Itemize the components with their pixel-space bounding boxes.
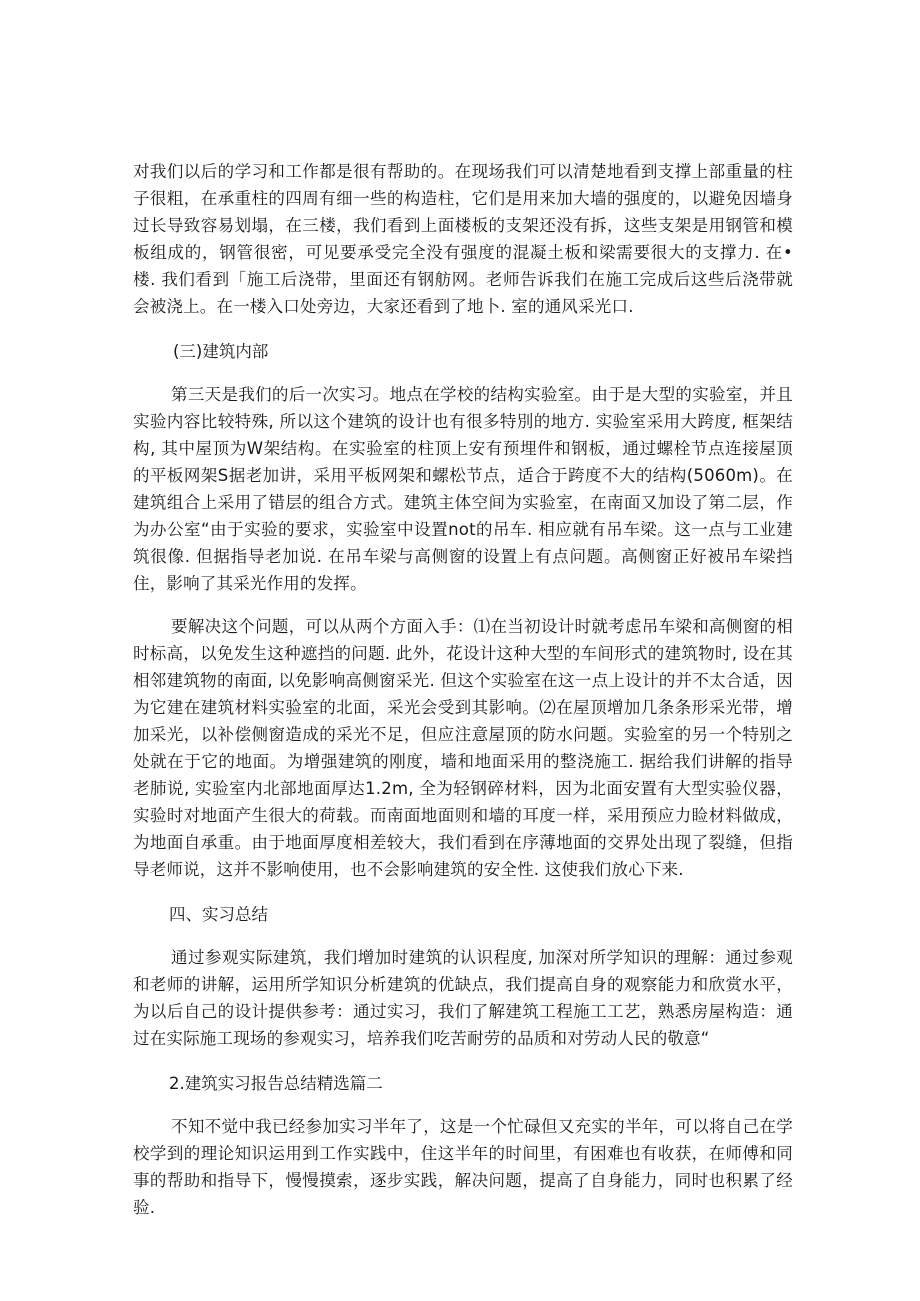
paragraph-site-visit: 对我们以后的学习和工作都是很有帮助的。在现场我们可以清楚地看到支撑上部重量的柱子很粗，在承重柱的四周有细一些的构造柱，它们是用来加大墙的强度的，以避免因墙身过长导致容易划塌，在三楼，我们看到上面楼板的支架还没有拆，这些支架是用钢管和模板组成的，钢管很密，可见要承受完全没有强度的混凝土板和梁需要很大的支撑力. 在•楼. 我们看到「施工后浇带，里面还有钢舫网。老师告诉我们在施工完成后这些后浇带就会被浇上。在一楼入口处旁边，大家还看到了地卜. 室的通风采光口. — [133, 162, 793, 316]
document-page — [133, 158, 793, 1221]
paragraph-half-year: 不知不觉中我已经参加实习半年了，这是一个忙碌但又充实的半年，可以将自己在学校学到的理论知识运用到工作实践中，住这半年的时间里，有困难也有收获，在师傅和同事的帮助和指导下，慢慢摸索，逐步实践，解决问题，提高了自身能力，同时也积累了经验. — [133, 1117, 793, 1217]
section-heading-building-interior: (三)建筑内部 — [173, 342, 269, 361]
paragraph-solutions: 要解决这个问题，可以从两个方面入手：⑴在当初设计时就考虑吊车梁和高侧窗的相时标高，以免发生这种遮挡的问题. 此外，花设计这种大型的车间形式的建筑物时, 设在其相邻建筑物的南面, 以免影响高侧窗采光. 但这个实验室在这一点上设计的并不太合适，因为它建在建筑材料实验室的北面，采光会受到其影响。⑵在屋顶增加几条条形采光带，增加采光，以补偿侧窗造成的采光不足，但应注意屋顶的防水问题。实验室的另一个特别之处就在于它的地面。为增强建筑的刚度，墙和地面采用的整浇施工. 据给我们讲解的指导老肺说, 实验室内北部地面厚达1.2m, 全为轻钢碎材料，因为北面安置有大型实验仪器，实验时对地面产生很大的荷载。而南面地面则和墙的耳度一样，采用预应力睑材料做成，为地面自承重。由于地面厚度相差较大，我们看到在序薄地面的交界处出现了裂缝，但指导老师说，这并不影响使用，也不会影响建筑的安全性. 这使我们放心下来. — [133, 617, 793, 879]
paragraph-summary: 通过参观实际建筑，我们增加时建筑的认识程度, 加深对所学知识的理解：通过参观和老师的讲解，运用所学知识分析建筑的优缺点，我们提高自身的观察能力和欣赏水平，为以后自己的设计提供参考：通过实习，我们了解建筑工程施工工艺，熟悉房屋构造：通过在实际施工现场的参观实习，培养我们吃苦耐劳的品质和对劳动人民的敬意“ — [133, 948, 793, 1048]
section-heading-summary: 四、实习总结 — [169, 905, 268, 924]
paragraph-structural-lab: 第三天是我们的后一次实习。地点在学校的结构实验室。由于是大型的实验室，并且实验内容比较特殊, 所以这个建筑的设计也有很多特別的地方. 实验室采用大跨度, 框架结构, 其中屋顶为W架结构。在实验室的柱顶上安有预埋件和钢板，通过螺栓节点连接屋顶的平板网架S据老加讲，采用平板网架和螺松节点，适合于跨度不大的结构(5060m)。在建筑组合上采用了错层的组合方式。建筑主体空间为实验室，在南面又加设了第二层，作为办公室“由于实验的要求，实验室中设置not的吊车. 相应就有吊车梁。这一点与工业建筑很像. 但据指导老加说. 在吊车梁与高侧窗的设置上有点问题。高侧窗正好被吊车梁挡住，影响了其采光作用的发挥。 — [133, 385, 793, 593]
article-heading-part-two: 2.建筑实习报告总结精选篇二 — [169, 1074, 383, 1093]
